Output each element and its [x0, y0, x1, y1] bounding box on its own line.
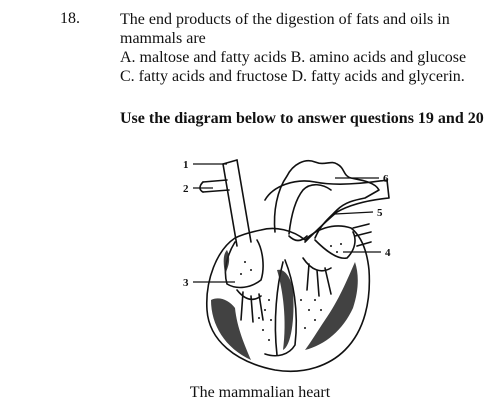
label-5: 5: [377, 207, 383, 219]
question-stem-line-1: The end products of the digestion of fats and oils in: [120, 11, 450, 28]
question-options-line-2: C. fatty acids and fructose D. fatty acids and glycerin.: [120, 68, 465, 85]
label-3: 3: [183, 277, 189, 289]
label-4: 4: [385, 247, 391, 259]
pulmonary-vein-upper: [203, 180, 229, 192]
pulmonary-vein-right-1: [353, 224, 371, 236]
leader-line-5: [335, 212, 373, 214]
bicuspid-valve: [303, 258, 331, 296]
vena-cava-right-edge: [237, 160, 251, 242]
question-options-line-1: A. maltose and fatty acids B. amino acids and glucose: [120, 49, 467, 66]
left-ventricle-muscle: [305, 262, 358, 350]
left-atrium-outline: [315, 232, 355, 258]
label-1: 1: [183, 159, 189, 171]
vena-cava-top: [223, 160, 237, 164]
instruction-text: Use the diagram below to answer questions 19 and 20: [120, 110, 484, 127]
pulmonary-vein-end: [200, 182, 203, 192]
question-number: 18.: [60, 10, 80, 27]
right-atrium-outline: [225, 240, 263, 287]
question-stem-line-2: mammals are: [120, 30, 206, 47]
label-6: 6: [383, 173, 389, 185]
question-text: [120, 10, 498, 86]
label-2: 2: [183, 183, 189, 195]
vena-cava-left-edge: [223, 164, 237, 246]
atrium-muscle: [224, 250, 229, 274]
heart-diagram: [165, 150, 405, 380]
diagram-caption: The mammalian heart: [189, 384, 331, 401]
aorta-inner: [289, 185, 331, 234]
